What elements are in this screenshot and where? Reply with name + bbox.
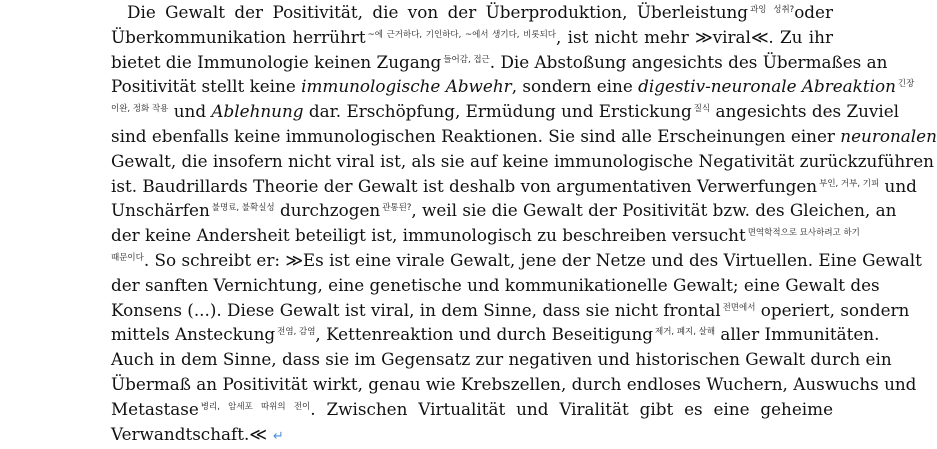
text-run: durchzogen bbox=[274, 200, 381, 221]
text-run: , sondern eine bbox=[511, 76, 639, 97]
korean-gloss-annotation: 면역학적으로 묘사하려고 하기 bbox=[747, 228, 860, 239]
text-line bbox=[111, 248, 922, 273]
text-line bbox=[111, 99, 900, 124]
text-line bbox=[127, 0, 833, 25]
text-line bbox=[111, 397, 833, 422]
italic-term: digestiv-neuronale Abreaktion bbox=[638, 76, 896, 97]
text-run: der keine Andersheit beteiligt ist, immunologisch zu beschreiben versucht bbox=[111, 225, 746, 246]
text-run: Überkommunikation herrührt bbox=[111, 26, 366, 47]
text-line bbox=[111, 149, 934, 174]
text-run: operiert, sondern bbox=[755, 299, 910, 320]
korean-gloss-annotation: 전염, 감염 bbox=[277, 327, 316, 338]
text-run: Metastase bbox=[111, 398, 199, 419]
text-run: . So schreibt er: ≫Es ist eine virale Gewalt, jene der Netze und des Virtuellen. Eine Gewalt bbox=[143, 250, 922, 270]
text-run: Verwandtschaft.≪ bbox=[111, 423, 267, 444]
italic-term: immunologische Abwehr bbox=[301, 76, 512, 97]
korean-gloss-annotation: 부인, 거부, 기피 bbox=[819, 178, 880, 189]
korean-gloss-annotation: 관통된? bbox=[382, 203, 412, 214]
text-run: angesichts des Zuviel bbox=[710, 101, 900, 122]
text-line bbox=[111, 372, 917, 397]
text-run: Auch in dem Sinne, dass sie im Gegensatz zur negativen und historischen Gewalt durch ein bbox=[111, 349, 892, 370]
text-line bbox=[111, 347, 892, 372]
korean-gloss-annotation: 전면에서 bbox=[722, 302, 756, 313]
text-run: , Kettenreaktion und durch Beseitigung bbox=[315, 324, 653, 345]
text-line bbox=[111, 50, 888, 75]
text-line bbox=[111, 174, 917, 199]
text-run: bietet die Immunologie keinen Zugang bbox=[111, 51, 442, 72]
text-run: mittels Ansteckung bbox=[111, 324, 276, 345]
text-run: ist. Baudrillards Theorie der Gewalt ist deshalb von argumentativen Verwerfungen bbox=[111, 175, 818, 196]
text-line bbox=[111, 74, 915, 99]
korean-gloss-annotation: 들어감, 접근 bbox=[443, 54, 490, 65]
text-run: oder bbox=[794, 2, 833, 22]
korean-gloss-annotation: 불명료, 불확실성 bbox=[211, 203, 275, 214]
text-run: Konsens (...). Diese Gewalt ist viral, in dem Sinne, dass sie nicht frontal bbox=[111, 299, 721, 320]
korean-gloss-annotation: ~에 근거하다, 기인하다, ~에서 생기다, 비롯되다 bbox=[367, 29, 557, 40]
text-run: . Zwischen Virtualität und Viralität gibt es eine geheime bbox=[310, 398, 833, 419]
paragraph-mark-icon: ↵ bbox=[272, 428, 284, 444]
korean-gloss-annotation: 과잉 성취? bbox=[750, 5, 795, 15]
text-line bbox=[111, 223, 860, 248]
text-run: , ist nicht mehr ≫viral≪. Zu ihr bbox=[556, 26, 833, 47]
text-line bbox=[111, 198, 897, 223]
korean-gloss-annotation: 제거, 폐지, 살해 bbox=[655, 327, 716, 338]
text-line bbox=[111, 124, 937, 149]
text-run: sind ebenfalls keine immunologischen Reaktionen. Sie sind alle Erscheinungen einer bbox=[111, 126, 841, 146]
text-run: und bbox=[879, 175, 917, 196]
korean-gloss-annotation: 때문이다 bbox=[111, 253, 144, 263]
text-run: Übermaß an Positivität wirkt, genau wie Krebszellen, durch endloses Wuchern, Auswuchs und bbox=[111, 374, 917, 394]
text-line bbox=[111, 322, 880, 347]
text-line bbox=[111, 422, 833, 447]
korean-gloss-annotation: 질식 bbox=[693, 104, 711, 115]
text-line bbox=[111, 273, 880, 298]
text-run: . Die Abstoßung angesichts des Übermaßes an bbox=[489, 51, 888, 72]
text-line bbox=[111, 25, 833, 50]
text-run: Die Gewalt der Positivität, die von der Überproduktion, Überleistung bbox=[127, 2, 749, 22]
text-line bbox=[111, 298, 910, 323]
text-run: Positivität stellt keine bbox=[111, 76, 302, 97]
italic-term: neuronalen bbox=[840, 126, 937, 146]
text-run: aller Immunitäten. bbox=[715, 324, 880, 345]
korean-gloss-annotation: 이완, 정화 작용 bbox=[111, 104, 169, 115]
text-run: dar. Erschöpfung, Ermüdung und Erstickung bbox=[303, 101, 692, 122]
korean-gloss-annotation: 긴장 bbox=[897, 79, 915, 90]
text-run: , weil sie die Gewalt der Positivität bzw. des Gleichen, an bbox=[411, 200, 897, 221]
korean-gloss-annotation: 병리, 암세포 따위의 전이 bbox=[200, 401, 311, 412]
text-run: der sanften Vernichtung, eine genetische und kommunikationelle Gewalt; eine Gewalt des bbox=[111, 274, 880, 295]
text-run: Gewalt, die insofern nicht viral ist, als sie auf keine immunologische Negativität zurückzuführen bbox=[111, 150, 934, 171]
italic-term: Ablehnung bbox=[211, 101, 304, 122]
text-run: Unschärfen bbox=[111, 200, 210, 221]
text-run: und bbox=[168, 101, 212, 122]
